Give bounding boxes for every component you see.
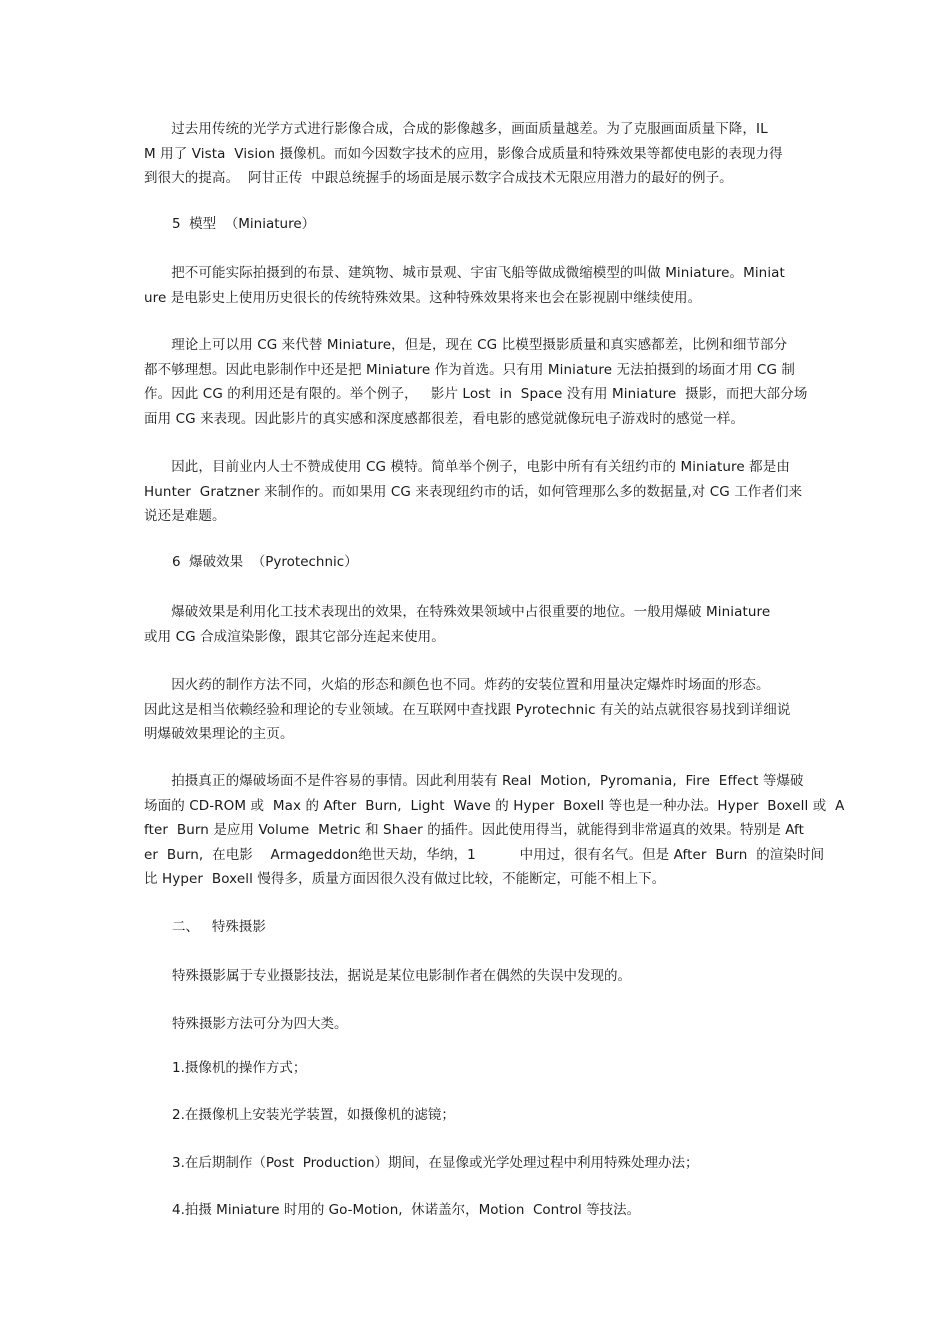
text-line: 把不可能实际拍摄到的布景、建筑物、城市景观、宇宙飞船等做成微缩模型的叫做 Miniature。Miniat: [144, 265, 785, 281]
text-line: 明爆破效果理论的主页。: [144, 726, 294, 742]
list-item-camera-operation: 1.摄像机的操作方式；: [172, 1060, 307, 1076]
paragraph-cg-models: [144, 455, 808, 529]
list-item-post-production: 3.在后期制作（Post Production）期间，在显像或光学处理过程中利用特殊处理办法；: [172, 1155, 699, 1171]
list-item-miniature-techniques: 4.拍摄 Miniature 时用的 Go-Motion, 休诺盖尔，Motion Control 等技法。: [172, 1202, 641, 1218]
section-heading-pyrotechnic: 6 爆破效果 （Pyrotechnic）: [172, 554, 358, 570]
text-line: Hunter Gratzner 来制作的。而如果用 CG 来表现纽约市的话，如何管理那么多的数据量,对 CG 工作者们来: [144, 483, 803, 500]
text-line: 或用 CG 合成渲染影像，跟其它部分连起来使用。: [144, 628, 445, 645]
section-heading-special-photography: 二、 特殊摄影: [172, 919, 266, 935]
text-line: 过去用传统的光学方式进行影像合成，合成的影像越多，画面质量越差。为了克服画面质量下降，IL: [144, 121, 768, 137]
paragraph-cg-vs-miniature: [144, 333, 808, 431]
paragraph-special-photography-intro: 特殊摄影属于专业摄影技法，据说是某位电影制作者在偶然的失误中发现的。: [172, 968, 631, 984]
paragraph-four-categories: 特殊摄影方法可分为四大类。: [172, 1016, 348, 1032]
text-line: 场面的 CD-ROM 或 Max 的 After Burn, Light Wave 的 Hyper Boxell 等也是一种办法。Hyper Boxell 或 A: [144, 797, 845, 814]
paragraph-optical-compositing: [144, 117, 808, 191]
text-line: M 用了 Vista Vision 摄像机。而如今因数字技术的应用，影像合成质量和特殊效果等都使电影的表现力得: [144, 145, 783, 162]
text-line: ure 是电影史上使用历史很长的传统特殊效果。这种特殊效果将来也会在影视剧中继续使用。: [144, 289, 702, 306]
paragraph-miniature-definition: [144, 261, 808, 310]
text-line: 比 Hyper Boxell 慢得多，质量方面因很久没有做过比较，不能断定，可能不相上下。: [144, 871, 666, 887]
paragraph-explosive-methods: [144, 673, 808, 747]
text-line: 到很大的提高。 阿甘正传 中跟总统握手的场面是展示数字合成技术无限应用潜力的最好的例子。: [144, 170, 733, 186]
text-line: 理论上可以用 CG 来代替 Miniature，但是，现在 CG 比模型摄影质量和真实感都差，比例和细节部分: [144, 337, 788, 353]
text-line: 因此，目前业内人士不赞成使用 CG 模特。简单举个例子，电影中所有有关纽约市的 Miniature 都是由: [144, 459, 790, 475]
text-line: 作。因此 CG 的利用还是有限的。举个例子， 影片 Lost in Space 没有用 Miniature 摄影，而把大部分场: [144, 386, 808, 402]
text-line: 因此这是相当依赖经验和理论的专业领域。在互联网中查找跟 Pyrotechnic 有关的站点就很容易找到详细说: [144, 701, 791, 718]
text-line: 面用 CG 来表现。因此影片的真实感和深度感都很差，看电影的感觉就像玩电子游戏时的感觉一样。: [144, 410, 745, 427]
text-line: 说还是难题。: [144, 508, 226, 524]
list-item-optical-devices: 2.在摄像机上安装光学装置，如摄像机的滤镜；: [172, 1107, 455, 1123]
text-line: 拍摄真正的爆破场面不是件容易的事情。因此利用装有 Real Motion, Pyromania, Fire Effect 等爆破: [144, 773, 804, 789]
paragraph-pyrotechnic-definition: [144, 600, 808, 649]
text-line: 爆破效果是利用化工技术表现出的效果，在特殊效果领域中占很重要的地位。一般用爆破 Miniature: [144, 604, 771, 620]
text-line: 因火药的制作方法不同，火焰的形态和颜色也不同。炸药的安装位置和用量决定爆炸时场面的形态。: [144, 677, 770, 693]
section-heading-miniature: 5 模型 （Miniature）: [172, 216, 316, 232]
text-line: fter Burn 是应用 Volume Metric 和 Shaer 的插件。因此使用得当，就能得到非常逼真的效果。特别是 Aft: [144, 822, 805, 838]
text-line: 都不够理想。因此电影制作中还是把 Miniature 作为首选。只有用 Miniature 无法拍摄到的场面才用 CG 制: [144, 361, 796, 378]
text-line: er Burn, 在电影 Armageddon绝世天劫，华纳，1 中用过，很有名气。但是 After Burn 的渲染时间: [144, 846, 825, 863]
paragraph-explosion-plugins: [144, 769, 845, 892]
